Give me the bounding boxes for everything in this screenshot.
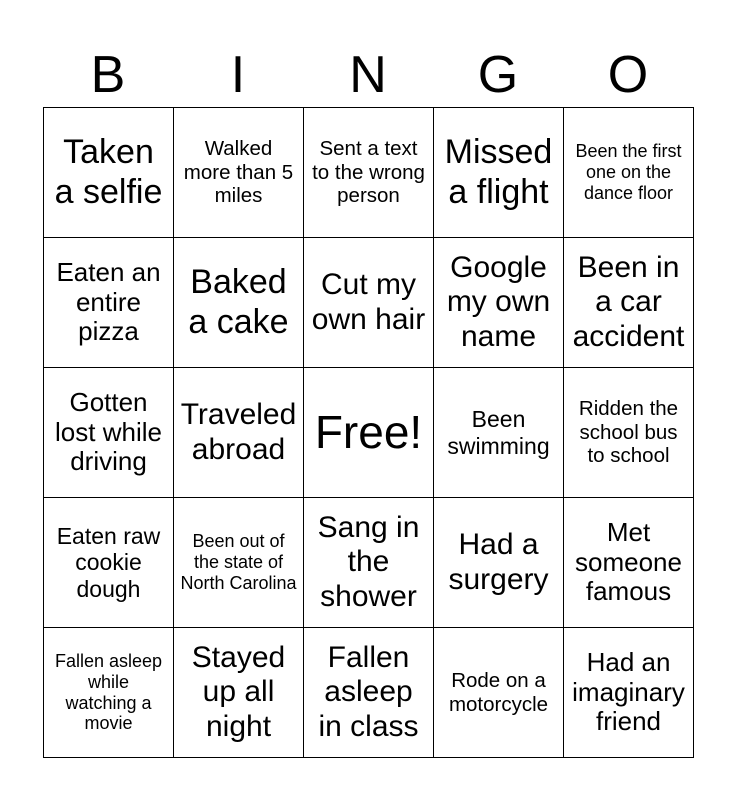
- bingo-row: [44, 498, 694, 628]
- bingo-cell[interactable]: Cut my own hair: [304, 238, 434, 368]
- bingo-cell[interactable]: Traveled abroad: [174, 368, 304, 498]
- bingo-cell[interactable]: Sang in the shower: [304, 498, 434, 628]
- bingo-cell[interactable]: Walked more than 5 miles: [174, 108, 304, 238]
- header-letter-g: G: [477, 46, 519, 104]
- header-letter-o: O: [607, 46, 649, 104]
- bingo-row: [44, 368, 694, 498]
- bingo-cell[interactable]: Sent a text to the wrong person: [304, 108, 434, 238]
- bingo-cell[interactable]: Been out of the state of North Carolina: [174, 498, 304, 628]
- bingo-cell[interactable]: Had an imaginary friend: [564, 628, 694, 758]
- bingo-cell[interactable]: Stayed up all night: [174, 628, 304, 758]
- bingo-free-cell[interactable]: Free!: [304, 368, 434, 498]
- bingo-cell[interactable]: Met someone famous: [564, 498, 694, 628]
- bingo-cell[interactable]: Been the first one on the dance floor: [564, 108, 694, 238]
- bingo-card-grid: [43, 107, 694, 758]
- header-letter-i: I: [230, 46, 246, 104]
- bingo-cell[interactable]: Been in a car accident: [564, 238, 694, 368]
- bingo-cell[interactable]: Missed a flight: [434, 108, 564, 238]
- bingo-row: [44, 238, 694, 368]
- header-letter-b: B: [90, 46, 126, 104]
- header-letter-n: N: [349, 46, 387, 104]
- bingo-cell[interactable]: Had a surgery: [434, 498, 564, 628]
- bingo-cell[interactable]: Ridden the school bus to school: [564, 368, 694, 498]
- bingo-cell[interactable]: Eaten an entire pizza: [44, 238, 174, 368]
- bingo-cell[interactable]: Baked a cake: [174, 238, 304, 368]
- bingo-row: [44, 108, 694, 238]
- bingo-cell[interactable]: Google my own name: [434, 238, 564, 368]
- bingo-cell[interactable]: Been swimming: [434, 368, 564, 498]
- bingo-row: [44, 628, 694, 758]
- bingo-cell[interactable]: Fallen asleep in class: [304, 628, 434, 758]
- bingo-cell[interactable]: Taken a selfie: [44, 108, 174, 238]
- bingo-cell[interactable]: Rode on a motorcycle: [434, 628, 564, 758]
- bingo-cell[interactable]: Eaten raw cookie dough: [44, 498, 174, 628]
- bingo-cell[interactable]: Gotten lost while driving: [44, 368, 174, 498]
- bingo-cell[interactable]: Fallen asleep while watching a movie: [44, 628, 174, 758]
- bingo-header: [43, 40, 693, 108]
